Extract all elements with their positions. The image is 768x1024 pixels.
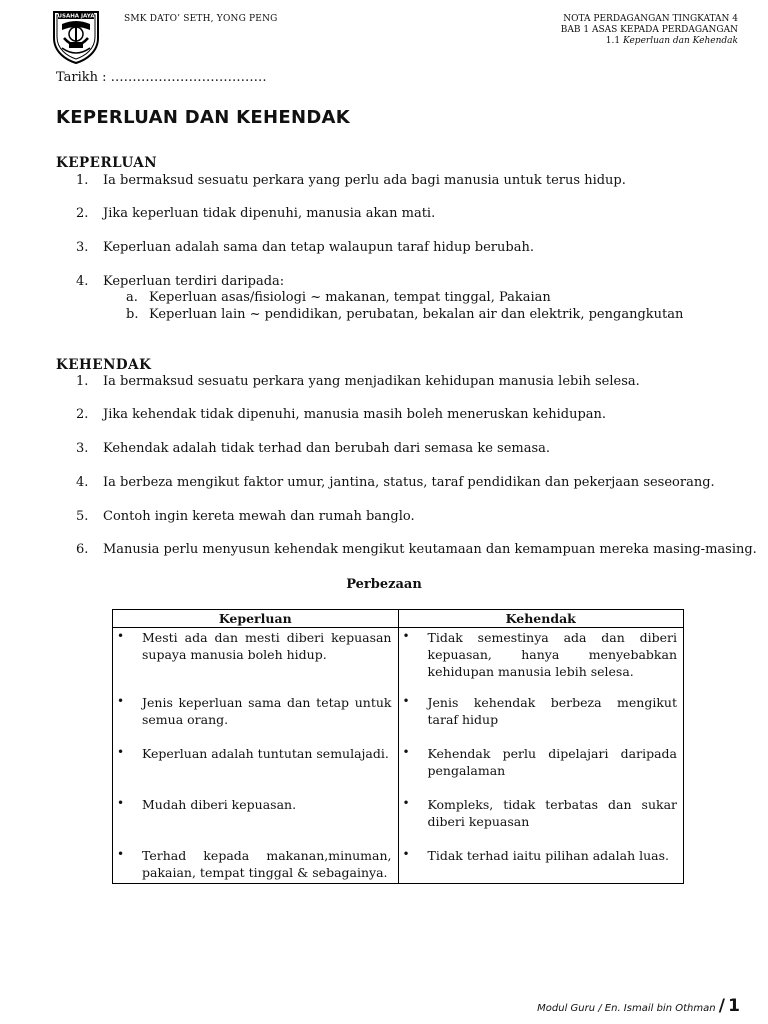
item-number: 2.: [76, 407, 89, 422]
cell-text: Kompleks, tidak terbatas dan sukar diberi kepuasan: [427, 797, 677, 829]
table-cell: [113, 795, 399, 846]
item-text: Ia bermaksud sesuatu perkara yang menjadikan kehidupan manusia lebih selesa.: [103, 374, 640, 389]
kehendak-item: [76, 374, 640, 389]
cell-text: Kehendak perlu dipelajari daripada pengalaman: [427, 746, 677, 778]
table-cell: [398, 795, 684, 846]
table-cell: [113, 846, 399, 884]
table-cell: [113, 744, 399, 795]
kehendak-item: [76, 441, 550, 456]
item-text: Jika keperluan tidak dipenuhi, manusia akan mati.: [103, 206, 436, 221]
header-topic-title: Keperluan dan Kehendak: [623, 36, 738, 46]
bullet: •: [402, 629, 410, 643]
footer-separator: /: [718, 996, 725, 1016]
table-row: [113, 846, 684, 884]
bullet: •: [117, 745, 125, 759]
keperluan-subitem: [126, 307, 683, 322]
comparison-table: [112, 609, 684, 884]
item-number: 2.: [76, 206, 89, 221]
bullet: •: [402, 847, 410, 861]
school-name: SMK DATO’ SETH, YONG PENG: [124, 14, 278, 24]
item-number: 5.: [76, 509, 89, 524]
item-text: Keperluan adalah sama dan tetap walaupun taraf hidup berubah.: [103, 240, 534, 255]
item-text: Ia bermaksud sesuatu perkara yang perlu ada bagi manusia untuk terus hidup.: [103, 173, 626, 188]
comparison-title: Perbezaan: [346, 577, 422, 592]
kehendak-item: [76, 475, 715, 490]
subitem-text: Keperluan asas/fisiologi ~ makanan, tempat tinggal, Pakaian: [149, 290, 551, 305]
column-header-kehendak: Kehendak: [398, 610, 684, 628]
item-number: 3.: [76, 240, 89, 255]
table-cell: [398, 846, 684, 884]
page-title: KEPERLUAN DAN KEHENDAK: [56, 107, 351, 128]
column-header-keperluan: Keperluan: [113, 610, 399, 628]
item-text: Manusia perlu menyusun kehendak mengikut keutamaan dan kemampuan mereka masing-masing.: [103, 542, 757, 557]
header-subject: NOTA PERDAGANGAN TINGKATAN 4: [563, 14, 738, 24]
header-topic-number: 1.1: [605, 36, 621, 46]
item-text: Kehendak adalah tidak terhad dan berubah dari semasa ke semasa.: [103, 441, 551, 456]
keperluan-item: [76, 240, 534, 255]
item-number: 4.: [76, 274, 89, 289]
subitem-letter: a.: [126, 290, 138, 305]
bullet: •: [402, 796, 410, 810]
bullet: •: [117, 847, 125, 861]
table-cell: [113, 628, 399, 694]
cell-text: Mudah diberi kepuasan.: [142, 797, 297, 812]
cell-text: Terhad kepada makanan,minuman, pakaian, tempat tinggal & sebagainya.: [142, 848, 392, 880]
item-text: Keperluan terdiri daripada:: [103, 274, 285, 289]
item-number: 1.: [76, 173, 89, 188]
table-row: [113, 744, 684, 795]
item-number: 6.: [76, 542, 89, 557]
section-heading-kehendak: KEHENDAK: [56, 357, 152, 373]
bullet: •: [402, 745, 410, 759]
bullet: •: [117, 694, 125, 708]
header-chapter: BAB 1 ASAS KEPADA PERDAGANGAN: [560, 25, 738, 35]
header-topic: [561, 36, 738, 47]
section-heading-keperluan: KEPERLUAN: [56, 155, 158, 171]
kehendak-item: [76, 509, 415, 524]
item-number: 4.: [76, 475, 89, 490]
bullet: •: [117, 796, 125, 810]
subitem-text: Keperluan lain ~ pendidikan, perubatan, bekalan air dan elektrik, pengangkutan: [149, 307, 684, 322]
item-number: 3.: [76, 441, 89, 456]
bullet: •: [117, 629, 125, 643]
table-cell: [398, 628, 684, 694]
cell-text: Tidak terhad iaitu pilihan adalah luas.: [427, 848, 669, 863]
keperluan-item: [76, 173, 626, 188]
subitem-letter: b.: [126, 307, 139, 322]
item-number: 1.: [76, 374, 89, 389]
table-row: [113, 628, 684, 694]
keperluan-item: [76, 274, 284, 289]
item-text: Jika kehendak tidak dipenuhi, manusia masih boleh meneruskan kehidupan.: [103, 407, 607, 422]
page-number: 1: [728, 996, 740, 1016]
table-row: [113, 693, 684, 744]
item-text: Ia berbeza mengikut faktor umur, jantina, status, taraf pendidikan dan pekerjaan seseorang.: [103, 475, 715, 490]
kehendak-item: [76, 542, 757, 557]
table-cell: [398, 693, 684, 744]
school-logo: [50, 8, 102, 64]
kehendak-item: [76, 407, 606, 422]
item-text: Contoh ingin kereta mewah dan rumah banglo.: [103, 509, 415, 524]
date-field: Tarikh : ………………………………: [56, 70, 267, 85]
table-header-row: [113, 610, 684, 628]
keperluan-item: [76, 206, 435, 221]
cell-text: Jenis keperluan sama dan tetap untuk semua orang.: [142, 695, 392, 727]
cell-text: Jenis kehendak berbeza mengikut taraf hidup: [427, 695, 677, 727]
cell-text: Keperluan adalah tuntutan semulajadi.: [142, 746, 389, 761]
table-cell: [398, 744, 684, 795]
keperluan-subitem: [126, 290, 551, 305]
page-footer: [537, 996, 740, 1016]
footer-author: Modul Guru / En. Ismail bin Othman: [537, 1003, 716, 1014]
cell-text: Tidak semestinya ada dan diberi kepuasan, hanya menyebabkan kehidupan manusia lebih selesa.: [427, 630, 677, 679]
table-row: [113, 795, 684, 846]
svg-text:USAHA JAYA: USAHA JAYA: [57, 13, 95, 20]
cell-text: Mesti ada dan mesti diberi kepuasan supaya manusia boleh hidup.: [142, 630, 392, 662]
table-cell: [113, 693, 399, 744]
header-info: [561, 14, 738, 47]
bullet: •: [402, 694, 410, 708]
